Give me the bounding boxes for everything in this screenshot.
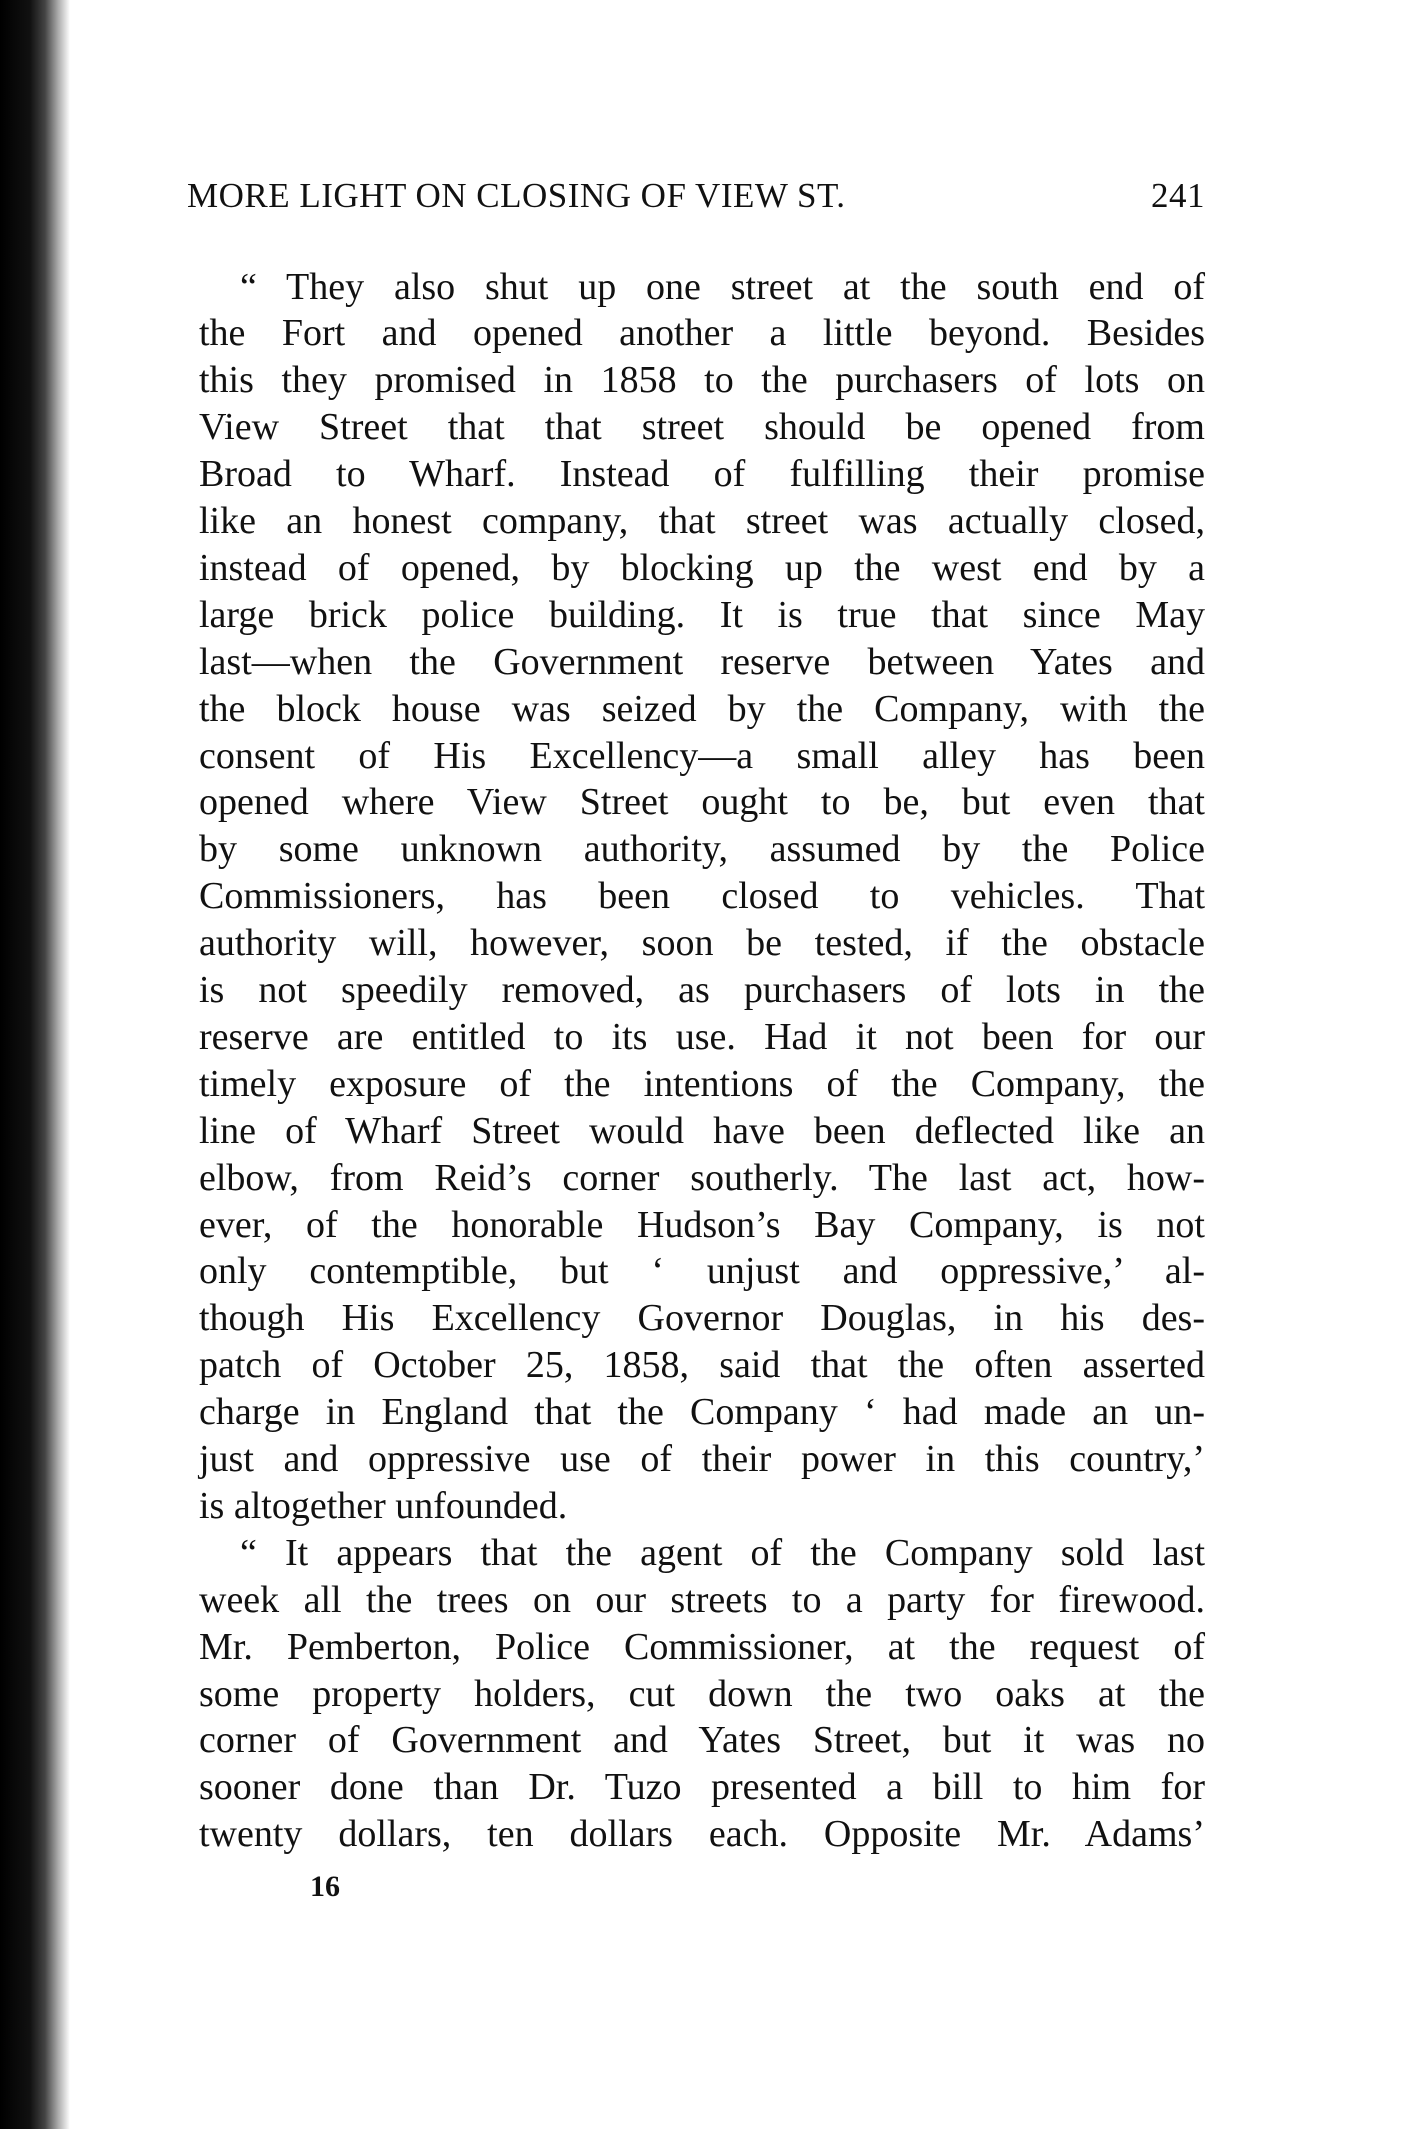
text-line: is altogether unfounded.	[199, 1484, 568, 1527]
running-head	[187, 178, 1205, 214]
text-line: just and oppressive use of their power in this country,’	[199, 1438, 1205, 1480]
text-line: this they promised in 1858 to the purchasers of lots on	[199, 359, 1205, 402]
page-number: 241	[1151, 176, 1205, 215]
text-line: corner of Government and Yates Street, but it was no	[199, 1719, 1205, 1762]
text-line: timely exposure of the intentions of the Company, the	[199, 1062, 1205, 1105]
text-line: Mr. Pemberton, Police Commissioner, at the request of	[199, 1625, 1205, 1668]
text-line: some property holders, cut down the two oaks at the	[199, 1672, 1205, 1715]
signature-mark: 16	[310, 1870, 340, 1903]
text-line: reserve are entitled to its use. Had it not been for our	[199, 1015, 1205, 1058]
text-line: instead of opened, by blocking up the west end by a	[199, 546, 1205, 589]
text-line: is not speedily removed, as purchasers of lots in the	[199, 969, 1205, 1011]
text-line: line of Wharf Street would have been deflected like an	[199, 1109, 1205, 1152]
text-line: opened where View Street ought to be, but even that	[199, 781, 1205, 824]
text-line: ever, of the honorable Hudson’s Bay Company, is not	[199, 1203, 1205, 1246]
text-line: by some unknown authority, assumed by the Police	[199, 828, 1205, 871]
text-line: twenty dollars, ten dollars each. Opposite Mr. Adams’	[199, 1813, 1205, 1856]
text-line: the block house was seized by the Company, with the	[199, 687, 1205, 730]
text-line: only contemptible, but ‘ unjust and oppressive,’ al-	[199, 1250, 1205, 1293]
text-line: consent of His Excellency—a small alley has been	[199, 734, 1205, 777]
text-line: elbow, from Reid’s corner southerly. The last act, how-	[199, 1156, 1205, 1199]
text-line: the Fort and opened another a little beyond. Besides	[199, 312, 1205, 355]
text-line: authority will, however, soon be tested, if the obstacle	[199, 922, 1205, 965]
text-line: “ They also shut up one street at the south end of	[240, 265, 1205, 308]
text-line: though His Excellency Governor Douglas, in his des-	[199, 1297, 1205, 1340]
text-line: week all the trees on our streets to a party for firewood.	[199, 1578, 1205, 1621]
text-line: “ It appears that the agent of the Company sold last	[240, 1531, 1205, 1574]
running-head-title: MORE LIGHT ON CLOSING OF VIEW ST.	[187, 176, 846, 215]
text-line: Broad to Wharf. Instead of fulfilling their promise	[199, 453, 1205, 496]
text-line: View Street that that street should be opened from	[199, 406, 1205, 449]
text-line: charge in England that the Company ‘ had made an un-	[199, 1391, 1205, 1434]
text-line: last—when the Government reserve between Yates and	[199, 640, 1205, 683]
book-binding-shadow	[0, 0, 70, 2129]
text-line: large brick police building. It is true that since May	[199, 593, 1205, 636]
text-line: patch of October 25, 1858, said that the often asserted	[199, 1344, 1205, 1387]
text-line: sooner done than Dr. Tuzo presented a bill to him for	[199, 1766, 1205, 1809]
text-line: Commissioners, has been closed to vehicles. That	[199, 875, 1205, 918]
text-line: like an honest company, that street was actually closed,	[199, 500, 1205, 542]
